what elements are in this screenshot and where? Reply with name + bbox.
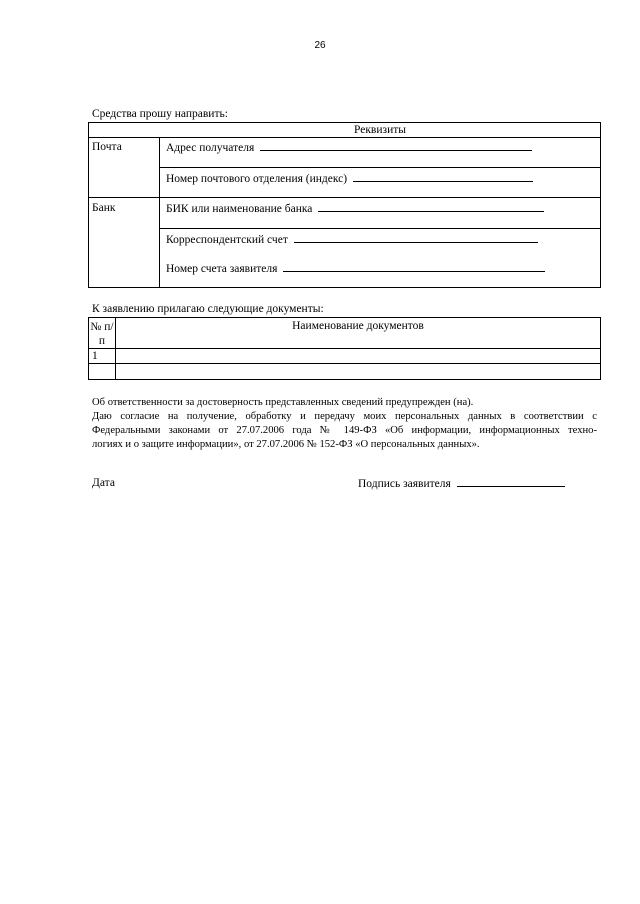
- requisites-header: Реквизиты: [354, 124, 406, 136]
- postal-index-line: [353, 172, 533, 182]
- consent-line-1: Даю согласие на получение, обработку и передачу моих персональных данных в соответствии с: [92, 411, 597, 422]
- column-name-header: Наименование документов: [292, 320, 424, 332]
- bik-field[interactable]: [166, 202, 544, 216]
- consent-line-3: логиях и о защите информации», от 27.07.2006 № 152-ФЗ «О персональных данных».: [92, 439, 480, 450]
- recipient-address-field[interactable]: [166, 141, 532, 155]
- page-number: 26: [314, 40, 326, 51]
- correspondent-account-line: [294, 233, 538, 243]
- responsibility-statement: Об ответственности за достоверность представленных сведений предупрежден (на).: [92, 397, 474, 408]
- consent-line-2: Федеральными законами от 27.07.2006 года № 149-ФЗ «Об информации, информационных техно-: [92, 425, 597, 436]
- bik-line: [318, 202, 544, 212]
- bik-label: БИК или наименование банка: [166, 203, 313, 215]
- documents-heading: К заявлению прилагаю следующие документы:: [92, 303, 324, 315]
- bank-label: Банк: [92, 202, 116, 214]
- applicant-account-label: Номер счета заявителя: [166, 263, 278, 275]
- recipient-address-line: [260, 141, 532, 151]
- mail-label: Почта: [92, 141, 122, 153]
- postal-index-label: Номер почтового отделения (индекс): [166, 173, 348, 185]
- signature-label: Подпись заявителя: [358, 478, 451, 490]
- recipient-address-label: Адрес получателя: [166, 142, 255, 154]
- date-label: Дата: [92, 477, 115, 489]
- postal-index-field[interactable]: [166, 172, 533, 186]
- document-row-number: 1: [92, 350, 98, 362]
- column-number-header: № п/п: [90, 321, 114, 347]
- payment-heading: Средства прошу направить:: [92, 108, 228, 120]
- correspondent-account-label: Корреспондентский счет: [166, 234, 288, 246]
- document-row-name-cell[interactable]: [116, 364, 600, 379]
- signature-line: [457, 477, 565, 487]
- applicant-account-field[interactable]: [166, 262, 545, 276]
- document-row-name-cell[interactable]: [116, 349, 600, 363]
- applicant-account-line: [283, 262, 545, 272]
- signature-field[interactable]: [358, 477, 565, 490]
- correspondent-account-field[interactable]: [166, 233, 538, 247]
